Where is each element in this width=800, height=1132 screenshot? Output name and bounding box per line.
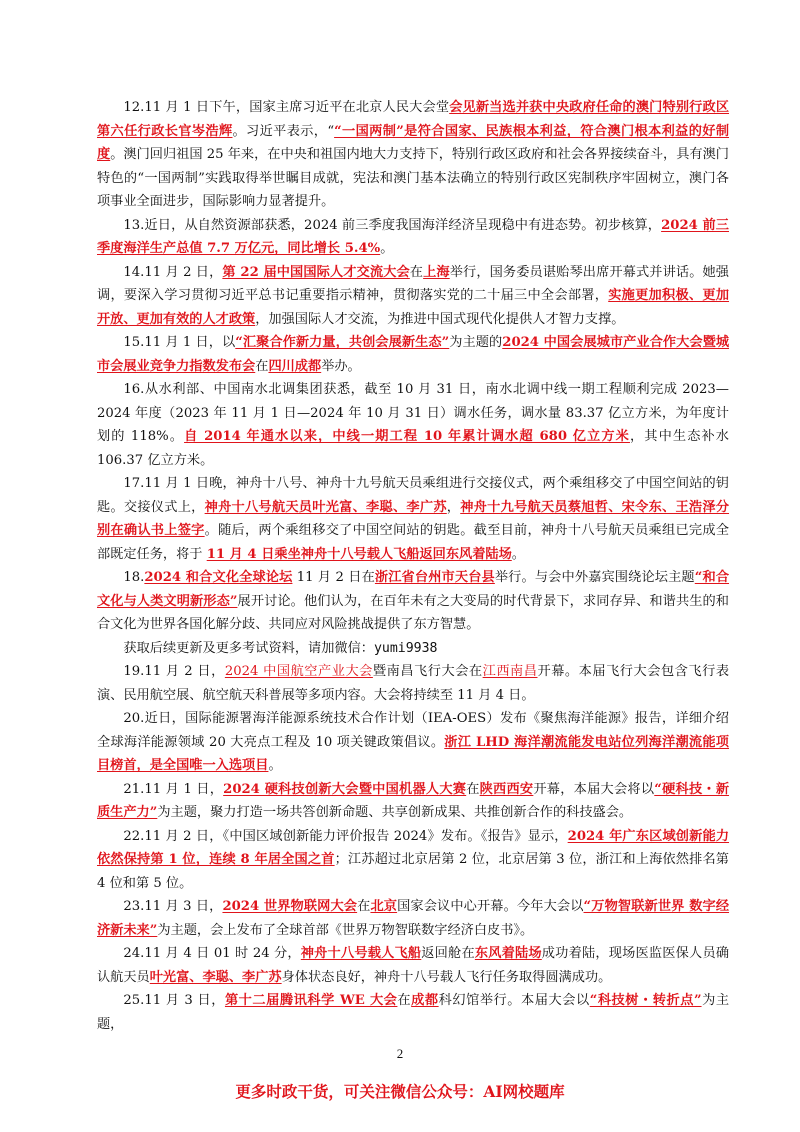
- paragraph-text: 11 月 2 日在: [292, 570, 375, 585]
- paragraph-text: 在: [255, 358, 269, 374]
- paragraph-text: ，其中生态补水 106.37 亿立方米。: [97, 429, 729, 468]
- highlighted-text: 东风着陆场: [474, 946, 542, 961]
- highlighted-text: 会见新当选并获中央政府任命的澳门特别行政区第六任行政长官岑浩辉: [97, 100, 730, 139]
- paragraph-text: 在: [466, 781, 480, 797]
- paragraph-text: 13.近日，从自然资源部获悉，2024 前三季度我国海洋经济呈现稳中有进态势。初步核算，: [123, 217, 662, 233]
- paragraph-text: 23.11 月 3 日，: [123, 899, 223, 914]
- paragraph-text: 25.11 月 3 日，: [123, 993, 225, 1008]
- paragraph-text: 20.近日，国际能源署海洋能源系统技术合作计划（IEA-OES）发布《聚焦海洋能源》报告，详细介绍全球海洋能源领域 20 大亮点工程及 10 项关键政策倡议。: [97, 711, 729, 750]
- highlighted-text: 北京: [370, 899, 398, 914]
- paragraph-text: 为主题，会上发布了全球首部《世界万物智联数字经济白皮书》。: [157, 922, 534, 938]
- highlighted-text: 自 2014 年通水以来，中线一期工程 10 年累计调水超 680 亿立方米: [184, 429, 630, 444]
- paragraph-text: 。: [511, 546, 525, 562]
- highlighted-text: 浙江 LHD 海洋潮流能发电站位列海洋潮流能项目榜首，是全国唯一入选项目: [97, 734, 729, 773]
- highlighted-text: 2024 硬科技创新大会暨中国机器人大赛: [223, 781, 467, 797]
- paragraph-text: 。澳门回归祖国 25 年来，在中央和祖国内地大力支持下，特别行政区政府和社会各界接续奋斗，具有澳门特色的“一国两制”实践取得举世瞩目成就，宪法和澳门基本法确立的特别行政区宪制秩序牢固树立，澳门各项事业全面进步，国际影响力显著提升。: [97, 147, 729, 209]
- paragraph-text: 为主题，聚力打造一场共答创新命题、共享创新成果、共推创新合作的科技盛会。: [157, 805, 633, 820]
- paragraph-text: 成功着陆，现场医监医保人员确认航天员: [97, 946, 730, 985]
- paragraph-text: 开幕，本届大会将以: [533, 781, 655, 797]
- paragraph-text: 24.11 月 4 日 01 时 24 分，: [123, 946, 301, 961]
- footer-banner: 更多时政干货，可关注微信公众号：AI网校题库: [235, 1082, 565, 1101]
- paragraph-text: 16.从水利部、中国南水北调集团获悉，截至 10 月 31 日，南水北调中线一期工程顺利完成 2023—2024 年度（2023 年 11 月 1 日—2024 年 10 月 31 日）调水任务，调水量 83.37 亿立方米，为年度计划的 118%。: [97, 382, 729, 444]
- highlighted-text: “万物智联新世界 数字经济新未来”: [97, 899, 730, 938]
- paragraph-text: 在: [397, 993, 412, 1008]
- news-paragraph: [97, 660, 729, 707]
- highlighted-text: “科技树・转折点”: [589, 993, 702, 1008]
- paragraph-text: ；江苏超过北京居第 2 位，北京居第 3 位，浙江和上海依然排名第 4 位和第 5 位。: [97, 852, 729, 891]
- highlighted-text: 四川成都: [268, 358, 322, 374]
- paragraph-text: 22.11 月 2 日，《中国区域创新能力评价报告 2024》发布。《报告》显示，: [123, 828, 568, 844]
- paragraph-text: 身体状态良好，神舟十八号载人飞行任务取得圆满成功。: [281, 969, 612, 985]
- paragraph-text: 获取后续更新及更多考试资料，请加微信：: [123, 640, 374, 656]
- paragraph-text: 举行。与会中外嘉宾围绕论坛主题: [494, 570, 695, 585]
- highlighted-text: 2024 前三季度海洋生产总值 7.7 万亿元，同比增长 5.4%: [97, 217, 729, 256]
- paragraph-text: 返回舱在: [421, 946, 475, 961]
- paragraph-text: 举行，国务委员谌贻琴出席开幕式并讲话。她强调，要深入学习贯彻习近平总书记重要指示精神，贯彻落实党的二十届三中全会部署，: [97, 264, 729, 303]
- news-paragraph: [97, 895, 729, 942]
- paragraph-text: 17.11 月 1 日晚，神舟十八号、神舟十九号航天员乘组进行交接仪式，两个乘组移交了中国空间站的钥匙。交接仪式上，: [97, 476, 729, 515]
- paragraph-text: 15.11 月 1 日，以: [123, 335, 236, 350]
- paragraph-text: yumi9938: [373, 640, 438, 656]
- news-paragraph: [97, 825, 729, 896]
- highlighted-text: 实施更加积极、更加开放、更加有效的人才政策: [97, 288, 730, 327]
- news-paragraph: [97, 96, 729, 214]
- highlighted-text: 上海: [423, 264, 450, 280]
- paragraph-text: 12.11 月 1 日下午，国家主席习近平在北京人民大会堂: [123, 100, 450, 115]
- highlighted-text: 11 月 4 日乘坐神舟十八号载人飞船返回东风着陆场: [206, 546, 512, 562]
- paragraph-text: 暨南昌飞行大会在: [372, 664, 483, 679]
- highlighted-text: “一国两制”是符合国家、民族根本利益，符合澳门根本利益的好制度: [97, 123, 730, 162]
- highlighted-text: 2024 中国会展城市产业合作大会暨城市会展业竞争力指数发布会: [97, 335, 730, 374]
- highlighted-text: 第 22 届中国国际人才交流大会: [222, 264, 410, 280]
- paragraph-text: 14.11 月 2 日，: [123, 264, 223, 280]
- news-paragraph: [97, 942, 729, 989]
- page-number: 2: [396, 1046, 404, 1061]
- paragraph-text: 为主题，: [97, 993, 730, 1032]
- paragraph-text: 举办。: [321, 358, 361, 374]
- highlighted-text: 江西南昌: [482, 664, 538, 679]
- highlighted-text: 2024 和合文化全球论坛: [144, 570, 293, 585]
- news-paragraph: [97, 566, 729, 637]
- news-paragraph: [97, 989, 729, 1036]
- news-paragraph: [97, 778, 729, 825]
- paragraph-text: 。: [268, 758, 282, 773]
- paragraph-text: 。习近平表示，“: [232, 123, 335, 139]
- highlighted-text: “和合文化与人类文明新形态”: [97, 570, 730, 609]
- highlighted-text: 2024 中国航空产业大会: [224, 664, 373, 679]
- paragraph-text: 。随后，两个乘组移交了中国空间站的钥匙。截至目前，神舟十八号航天员乘组已完成全部既定任务，将于: [97, 523, 730, 562]
- highlighted-text: 陕西西安: [479, 781, 534, 797]
- highlighted-text: 2024 世界物联网大会: [222, 899, 358, 914]
- paragraph-text: 科幻馆举行。本届大会以: [438, 993, 590, 1008]
- paragraph-text: 21.11 月 1 日，: [123, 781, 224, 797]
- news-paragraph: [97, 261, 729, 332]
- highlighted-text: 浙江省台州市天台县: [374, 570, 495, 585]
- highlighted-text: 第十二届腾讯科学 WE 大会: [224, 993, 398, 1008]
- paragraph-text: 国家会议中心开幕。今年大会以: [397, 899, 584, 914]
- news-paragraph: [97, 214, 729, 261]
- highlighted-text: “汇聚合作新力量，共创会展新生态”: [235, 335, 450, 350]
- highlighted-text: 2024 年广东区域创新能力依然保持第 1 位，连续 8 年居全国之首: [97, 828, 730, 867]
- document-body: [97, 96, 729, 1036]
- paragraph-text: 18.: [123, 570, 145, 585]
- news-paragraph: [97, 637, 729, 661]
- highlighted-text: “硬科技・新质生产力”: [97, 781, 730, 820]
- paragraph-text: 。: [380, 241, 394, 256]
- paragraph-text: 在: [409, 264, 424, 280]
- highlighted-text: 神舟十八号载人飞船: [300, 946, 422, 961]
- paragraph-text: 为主题的: [449, 335, 503, 350]
- news-paragraph: [97, 707, 729, 778]
- paragraph-text: ，: [446, 499, 461, 515]
- news-paragraph: [97, 331, 729, 378]
- highlighted-text: 成都: [411, 993, 439, 1008]
- paragraph-text: ，加强国际人才交流，为推进中国式现代化提供人才智力支撑。: [255, 311, 625, 327]
- highlighted-text: 神舟十八号航天员叶光富、李聪、李广苏: [204, 499, 447, 515]
- paragraph-text: 19.11 月 2 日，: [123, 664, 225, 679]
- highlighted-text: 神舟十九号航天员蔡旭哲、宋令东、王浩泽分别在确认书上签字: [97, 499, 730, 538]
- news-paragraph: [97, 472, 729, 566]
- paragraph-text: 展开讨论。他们认为，在百年未有之大变局的时代背景下，求同存异、和谐共生的和合文化为世界各国化解分歧、共同应对风险挑战提供了东方智慧。: [97, 593, 729, 632]
- paragraph-text: 开幕。本届飞行大会包含飞行表演、民用航空展、航空航天科普展等多项内容。大会将持续至 11 月 4 日。: [97, 664, 730, 703]
- paragraph-text: 在: [357, 899, 371, 914]
- news-paragraph: [97, 378, 729, 472]
- highlighted-text: 叶光富、李聪、李广苏: [149, 969, 282, 985]
